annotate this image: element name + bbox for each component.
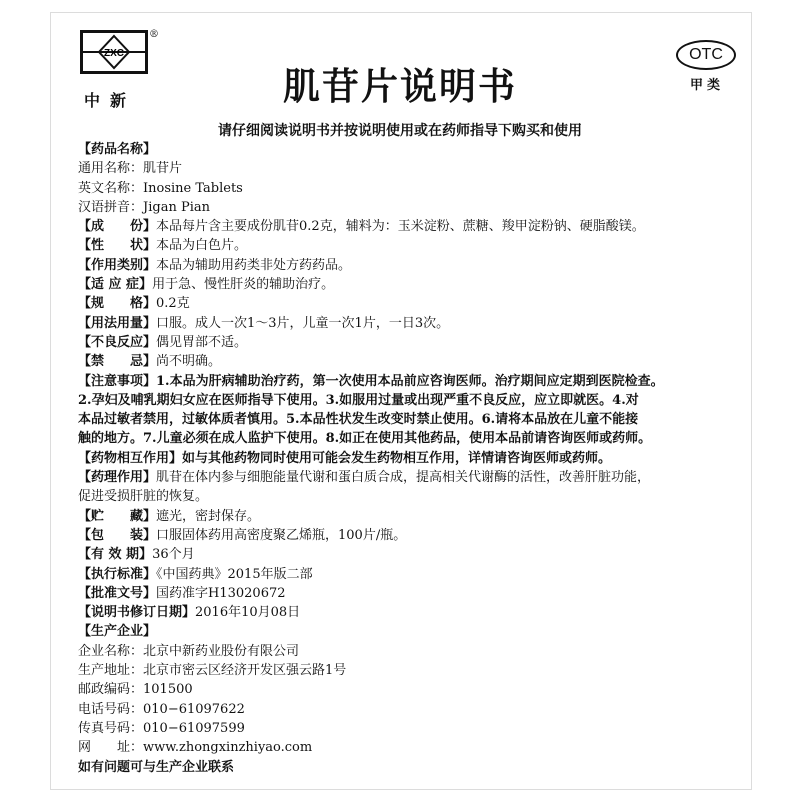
- interactions-text: 如与其他药物同时使用可能会发生药物相互作用，详情请咨询医师或药师。: [182, 450, 612, 466]
- ingredients-row: [78, 217, 754, 236]
- validity-text: 36个月: [152, 547, 195, 563]
- approval-row: [78, 584, 754, 603]
- spec-text: 0.2克: [156, 296, 190, 312]
- contra-label: 【禁 忌】: [78, 354, 157, 370]
- precautions-line-2: 2.孕妇及哺乳期妇女应在医师指导下使用。3.如服用过量或出现严重不良反应，应立即就医。4.对: [78, 392, 639, 408]
- storage-label: 【贮 藏】: [78, 508, 157, 524]
- appearance-label: 【性 状】: [78, 238, 157, 254]
- phone-number: 电话号码：010−61097622: [78, 701, 245, 717]
- precautions-line-1: 1.本品为肝病辅助治疗药，第一次使用本品前应咨询医师。治疗期间应定期到医院检查。: [156, 373, 664, 389]
- package-label: 【包 装】: [78, 527, 157, 543]
- approval-label: 【批准文号】: [78, 585, 157, 601]
- spec-row: [78, 294, 754, 313]
- appearance-row: [78, 236, 754, 255]
- pharmacology-line-1: 肌苷在体内参与细胞能量代谢和蛋白质合成，提高相关代谢酶的活性，改善肝脏功能，: [156, 470, 651, 486]
- manufacturer-heading: 【生产企业】: [78, 624, 157, 640]
- generic-name: 通用名称：肌苷片: [78, 161, 183, 177]
- pinyin-name: 汉语拼音：Jigan Pian: [78, 199, 210, 215]
- page-subtitle: 请仔细阅读说明书并按说明使用或在药师指导下购买和使用: [218, 123, 582, 139]
- category-row: [78, 256, 754, 275]
- indications-label: 【适 应 症】: [78, 277, 153, 293]
- validity-label: 【有 效 期】: [78, 547, 153, 563]
- precautions-line-3: 本品过敏者禁用，过敏体质者慎用。5.本品性状发生改变时禁止使用。6.请将本品放在儿童不能接: [78, 412, 639, 428]
- postcode: 邮政编码：101500: [78, 682, 193, 698]
- company-name: 企业名称：北京中新药业股份有限公司: [78, 643, 300, 659]
- package-text: 口服固体药用高密度聚乙烯瓶，100片/瓶。: [156, 527, 407, 543]
- standard-text: 《中国药典》2015年版二部: [156, 566, 313, 582]
- category-text: 本品为辅助用药类非处方药药品。: [156, 257, 352, 273]
- validity-row: [78, 545, 754, 564]
- instructions-body: [78, 140, 754, 777]
- adverse-text: 偶见胃部不适。: [156, 334, 248, 350]
- interactions-row: [78, 449, 754, 468]
- adverse-row: [78, 333, 754, 352]
- indications-row: [78, 275, 754, 294]
- appearance-text: 本品为白色片。: [156, 238, 248, 254]
- indications-text: 用于急、慢性肝炎的辅助治疗。: [152, 277, 335, 293]
- otc-badge: OTC: [676, 40, 736, 70]
- storage-text: 遮光，密封保存。: [156, 508, 261, 524]
- dosage-text: 口服。成人一次1～3片，儿童一次1片，一日3次。: [156, 315, 450, 331]
- revision-text: 2016年10月08日: [195, 605, 301, 621]
- standard-row: [78, 565, 754, 584]
- website: 网 址：www.zhongxinzhiyao.com: [78, 740, 313, 756]
- contra-text: 尚不明确。: [156, 354, 222, 370]
- spec-label: 【规 格】: [78, 296, 157, 312]
- fax-number: 传真号码：010−61097599: [78, 720, 245, 736]
- package-row: [78, 526, 754, 545]
- ingredients-label: 【成 份】: [78, 219, 157, 235]
- pharmacology-label: 【药理作用】: [78, 470, 157, 486]
- contra-row: [78, 352, 754, 371]
- adverse-label: 【不良反应】: [78, 334, 157, 350]
- standard-label: 【执行标准】: [78, 566, 157, 582]
- dosage-row: [78, 314, 754, 333]
- pharmacology-row: [78, 468, 754, 487]
- footer-note: 如有问题可与生产企业联系: [78, 759, 235, 775]
- approval-text: 国药准字H13020672: [156, 585, 286, 601]
- revision-row: [78, 603, 754, 622]
- precautions-line-4: 触的地方。7.儿童必须在成人监护下使用。8.如正在使用其他药品，使用本品前请咨询医师或药师。: [78, 431, 652, 447]
- english-name: 英文名称：Inosine Tablets: [78, 180, 243, 196]
- revision-label: 【说明书修订日期】: [78, 605, 196, 621]
- dosage-label: 【用法用量】: [78, 315, 157, 331]
- otc-category: 甲类: [690, 78, 725, 93]
- precautions-label: 【注意事项】: [78, 373, 157, 389]
- storage-row: [78, 507, 754, 526]
- company-address: 生产地址：北京市密云区经济开发区强云路1号: [78, 663, 347, 679]
- logo-text: 中新: [84, 91, 137, 110]
- pharmacology-line-2: 促进受损肝脏的恢复。: [78, 489, 209, 505]
- registered-mark: ®: [149, 29, 159, 40]
- page-title: 肌苷片说明书: [283, 65, 517, 108]
- ingredients-text: 本品每片含主要成份肌苷0.2克，辅料为：玉米淀粉、蔗糖、羧甲淀粉钠、硬脂酸镁。: [156, 219, 645, 235]
- precautions-row: [78, 372, 754, 391]
- drug-name-heading: 【药品名称】: [78, 142, 157, 157]
- interactions-label: 【药物相互作用】: [78, 450, 183, 466]
- category-label: 【作用类别】: [78, 257, 157, 273]
- svg-text:ZXC: ZXC: [104, 48, 124, 59]
